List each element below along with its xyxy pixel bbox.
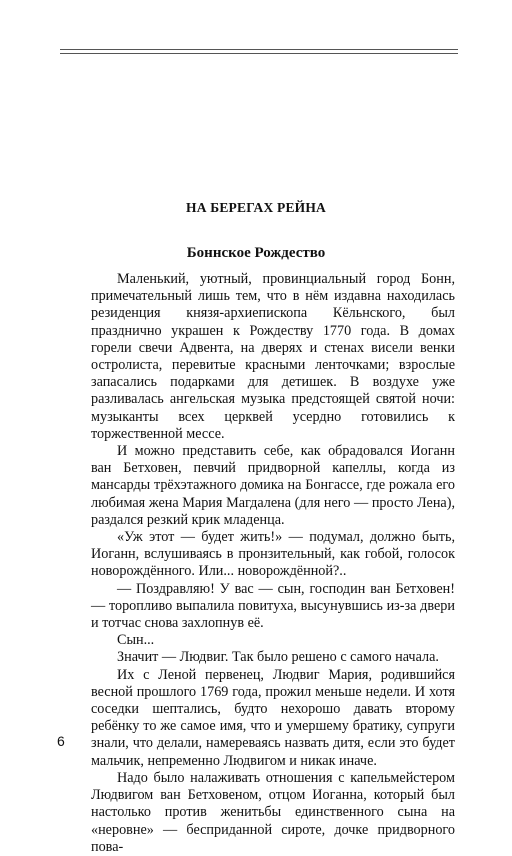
body-text	[91, 271, 455, 856]
paragraph-7: Их с Леной первенец, Людвиг Мария, родившийся весной прошлого 1769 года, прожил меньше недели. И хотя соседки шептались, будто нехорошо давать второму ребёнку то же самое имя, что и умершему братику, супруги знали, что делали, намереваясь назвать дитя, если это будет мальчик, непременно Людвигом и никак иначе.	[91, 666, 455, 769]
section-title: Боннское Рождество	[186, 245, 326, 261]
paragraph-2: И можно представить себе, как обрадовался Иоганн ван Бетховен, певчий придворной капеллы, когда из мансарды трёхэтажного домика на Бонгассе, где рожала его любимая жена Мария Магдалена (для него — просто Лена), раздался резкий крик младенца.	[91, 443, 455, 528]
paragraph-4: — Поздравляю! У вас — сын, господин ван Бетховен! — торопливо выпалила повитуха, высунувшись из-за двери и тотчас снова захлопнув её.	[91, 580, 455, 632]
paragraph-6: Значит — Людвиг. Так было решено с самого начала.	[117, 649, 439, 666]
paragraph-3: «Уж этот — будет жить!» — подумал, должно быть, Иоганн, вслушиваясь в пронзительный, как гобой, голосок новорождённого. Или... новорождённой?..	[91, 529, 455, 580]
paragraph-5: Сын...	[117, 632, 155, 649]
header-rule-top	[60, 49, 458, 50]
paragraph-1: Маленький, уютный, провинциальный город Бонн, примечательный лишь тем, что в нём издавна находилась резиденция князя-архиепископа Кёльнского, был празднично украшен к Рождеству 1770 года. В домах горели свечи Адвента, на дверях и стенах висели венки остролиста, перевитые красными ленточками; взрослые запасались подарками для детишек. В воздухе уже разливалась ангельская музыка предстоящей святой ночи: музыканты всех церквей усердно готовились к торжественной мессе.	[91, 271, 455, 442]
chapter-title: НА БЕРЕГАХ РЕЙНА	[186, 200, 326, 215]
header-rule-bottom	[60, 53, 458, 54]
paragraph-8: Надо было налаживать отношения с капельмейстером Людвигом ван Бетховеном, отцом Иоганна, который был настолько против женитьбы единственного сына на «неровне» — бесприданной сироте, дочке придворного пова-	[91, 769, 455, 855]
page-number: 6	[57, 733, 65, 749]
